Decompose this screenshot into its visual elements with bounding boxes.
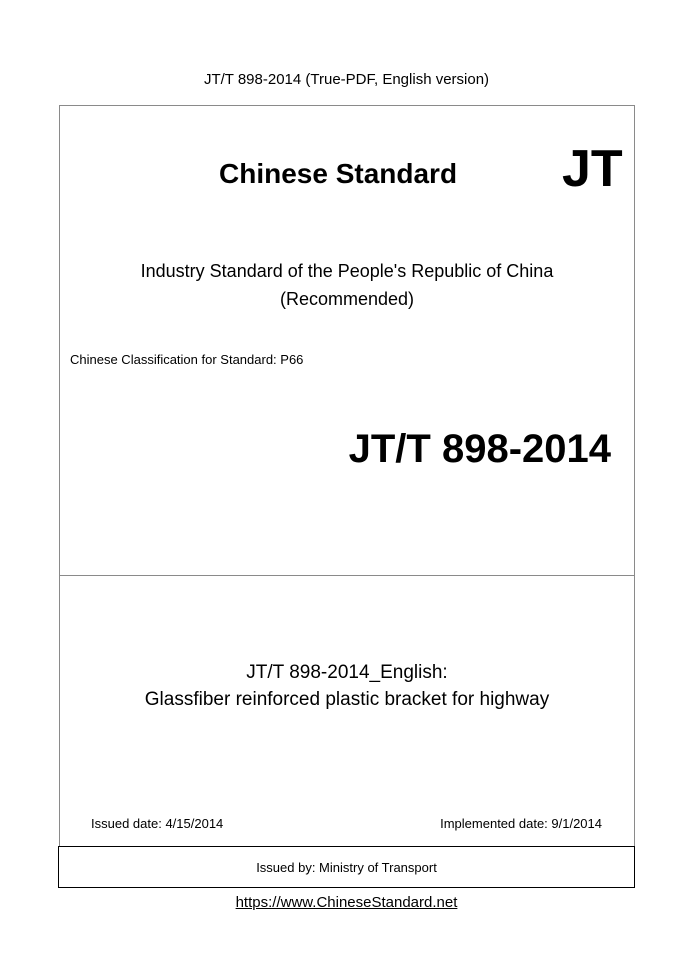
issuer-text: Issued by: Ministry of Transport bbox=[256, 859, 437, 875]
website-link[interactable]: https://www.ChineseStandard.net bbox=[235, 894, 458, 911]
recommended-label: (Recommended) bbox=[279, 289, 415, 309]
document-title: Glassfiber reinforced plastic bracket for highway bbox=[144, 689, 550, 710]
issued-date: Issued date: 4/15/2014 bbox=[91, 816, 224, 831]
footer bbox=[0, 893, 693, 913]
document-english-code: JT/T 898-2014_English: bbox=[246, 662, 448, 683]
page-header: JT/T 898-2014 (True-PDF, English version) bbox=[203, 71, 490, 88]
issuer-box bbox=[58, 846, 635, 888]
standard-code-prefix: JT bbox=[562, 140, 623, 198]
classification-text: Chinese Classification for Standard: P66 bbox=[70, 352, 304, 367]
implemented-date: Implemented date: 9/1/2014 bbox=[440, 816, 602, 831]
industry-standard-line: Industry Standard of the People's Republic of China bbox=[140, 261, 554, 281]
standard-number: JT/T 898-2014 bbox=[348, 427, 611, 471]
standard-title: Chinese Standard bbox=[219, 158, 458, 189]
